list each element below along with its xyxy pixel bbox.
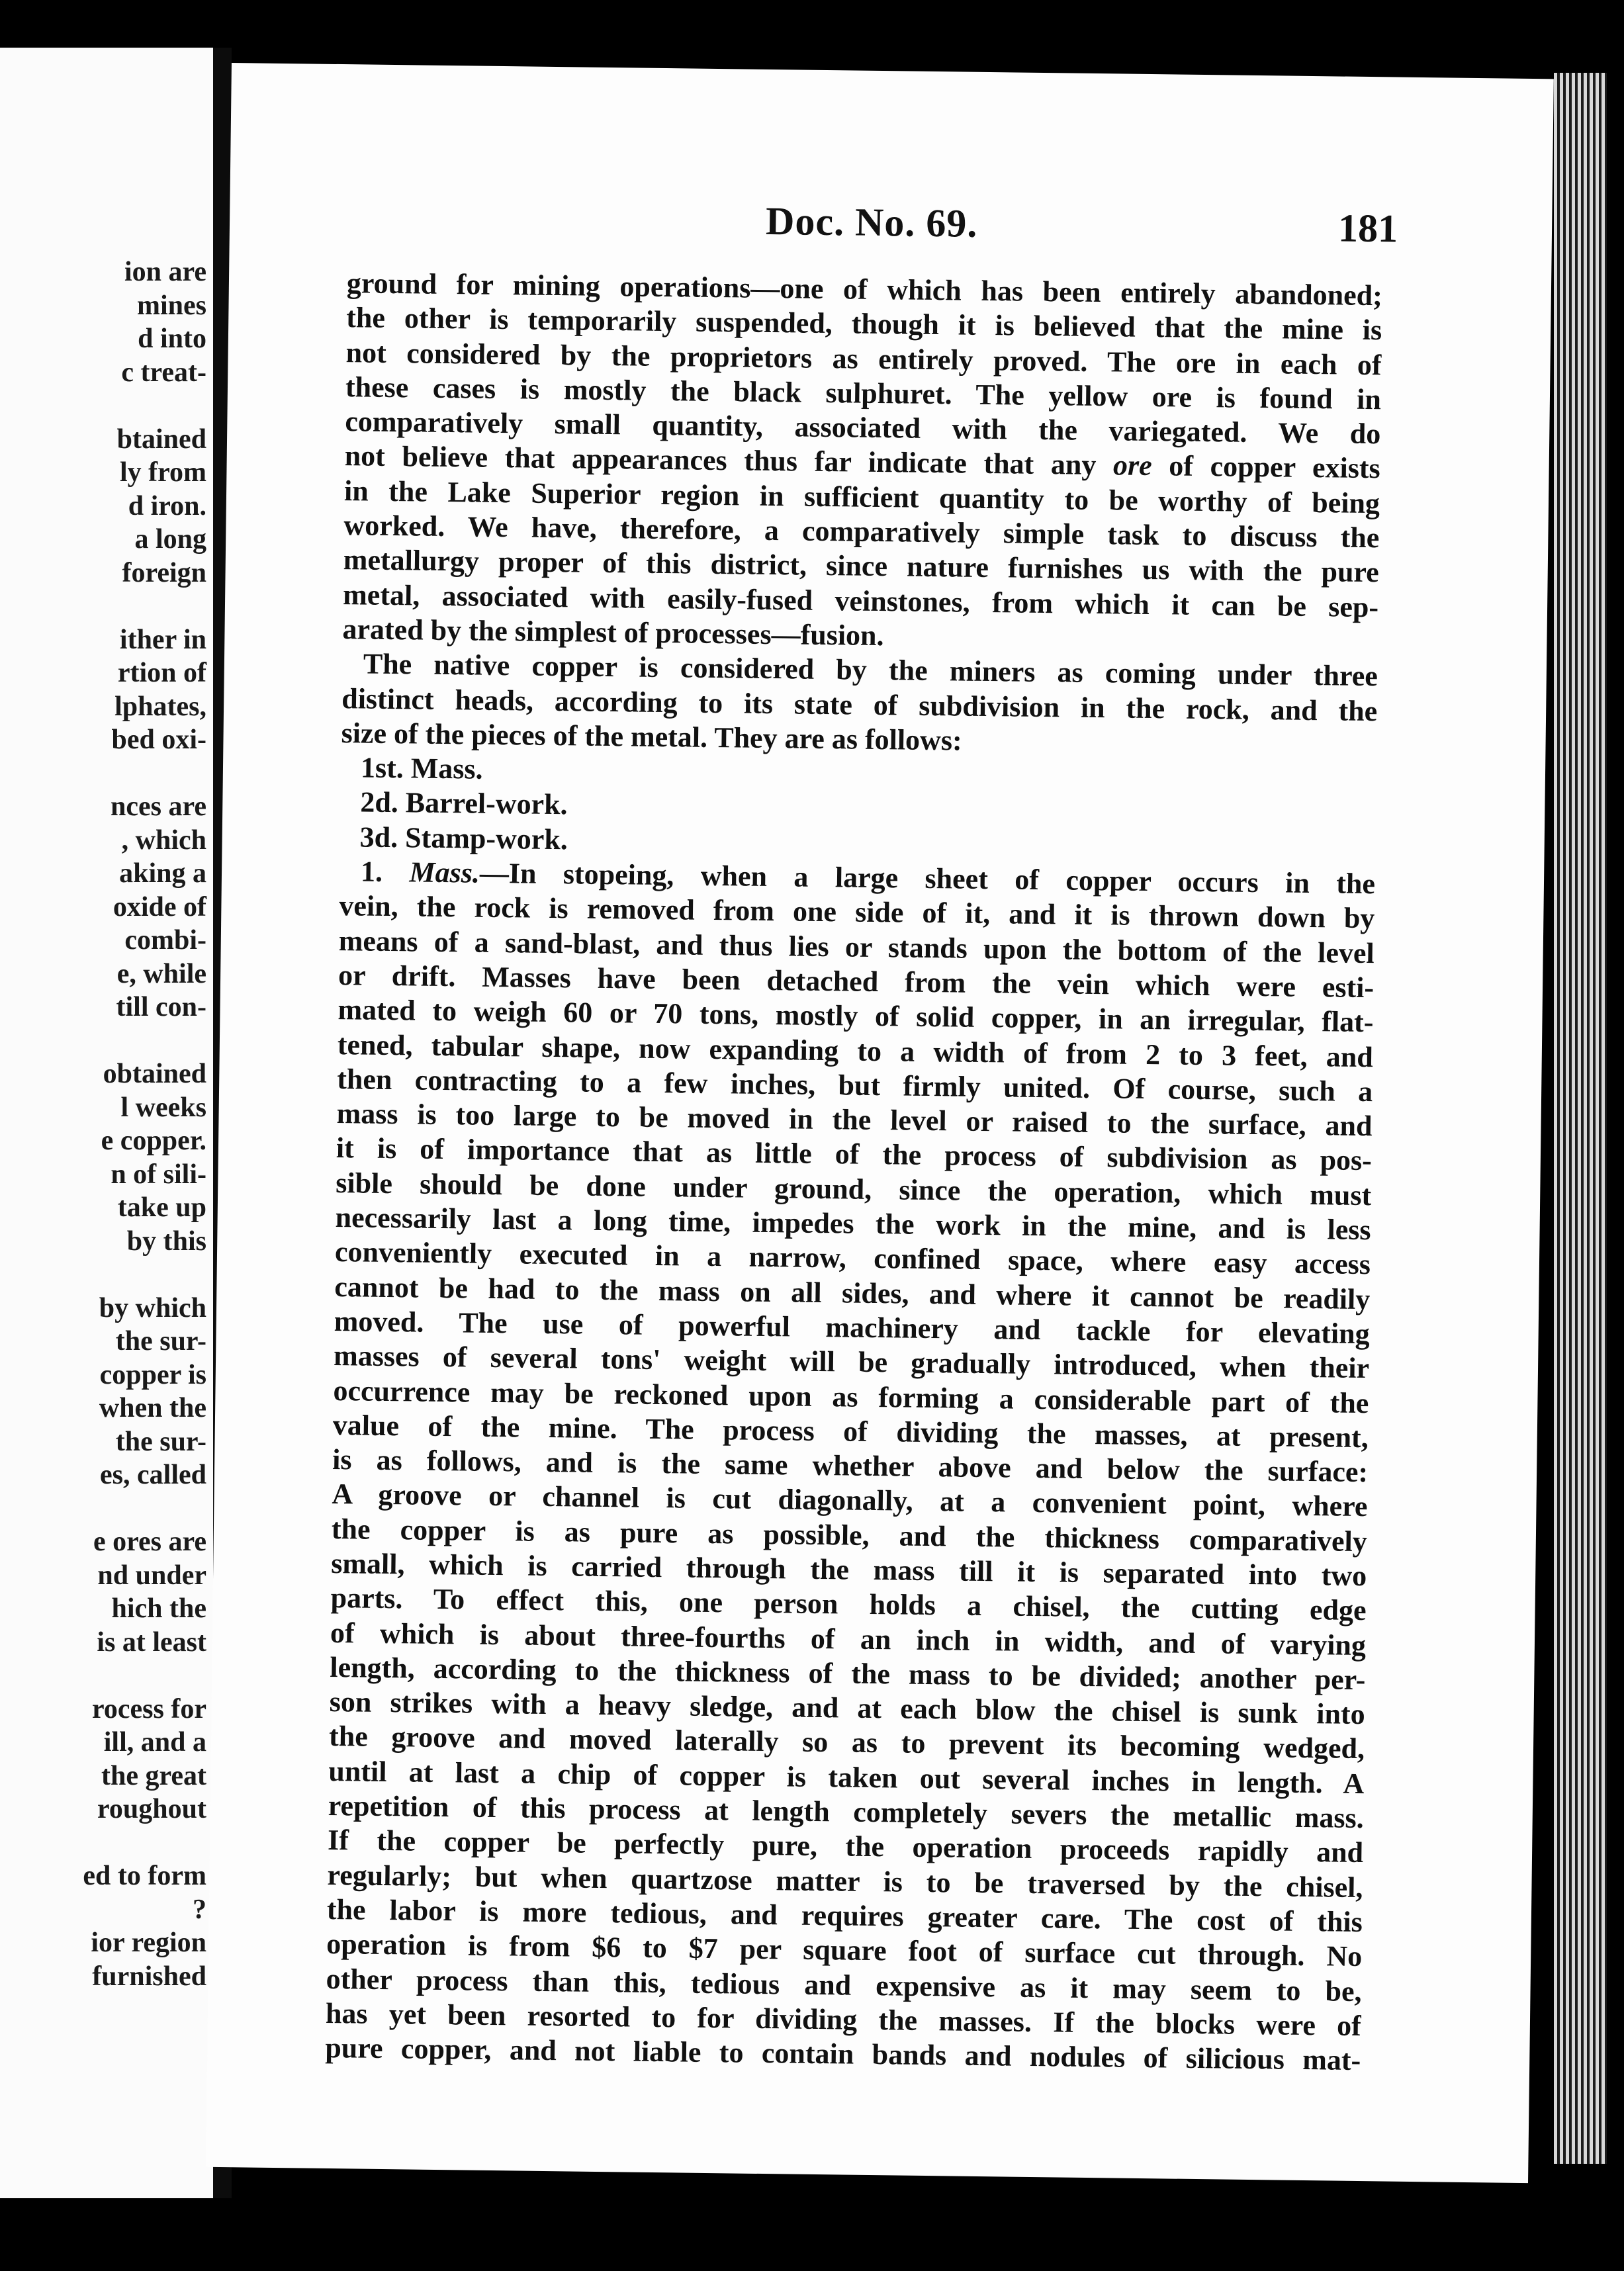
text-line: arated by the simplest of processes—fusion. <box>342 613 884 652</box>
left-page-fragment: roughout <box>97 1794 206 1824</box>
text-line: masses of several tons' weight will be gradually introduced, when their <box>333 1339 1370 1385</box>
text-line: A groove or channel is cut diagonally, at a convenient point, where <box>332 1478 1368 1523</box>
text-line: the other is temporarily suspended, though it is believed that the mine is <box>346 301 1382 347</box>
left-page-fragment: d iron. <box>128 490 206 521</box>
left-page-fragment: es, called <box>100 1460 206 1490</box>
left-page-fragment: combi- <box>124 925 206 956</box>
text-line: size of the pieces of the metal. They are as follows: <box>341 716 962 757</box>
text-line: son strikes with a heavy sledge, and at each blow the chisel is sunk into <box>329 1685 1365 1731</box>
body-text <box>325 266 1382 2078</box>
left-page-fragment: ly from <box>119 457 206 488</box>
text-line: length, according to the thickness of the mass to be divided; another per- <box>330 1650 1366 1696</box>
text-line: pure copper, and not liable to contain bands and nodules of silicious mat- <box>325 2031 1361 2077</box>
left-page-fragment: c treat- <box>121 357 206 388</box>
text-line: necessarily last a long time, impedes the work in the mine, and is less <box>335 1201 1371 1247</box>
text-line: parts. To effect this, one person holds a chisel, the cutting edge <box>330 1581 1367 1627</box>
text-line: vein, the rock is removed from one side of it, and it is thrown down by <box>339 889 1375 935</box>
document-page <box>206 63 1554 2183</box>
text-line: operation is from $6 to $7 per square foot of surface cut through. No <box>326 1928 1363 1973</box>
left-page-fragment: hich the <box>111 1593 206 1624</box>
text-line: in the Lake Superior region in sufficient quantity to be worthy of being <box>343 474 1380 520</box>
left-page-fragment: copper is <box>99 1359 206 1390</box>
left-page-fragment: ion are <box>124 257 206 287</box>
left-page-fragment: , which <box>121 824 206 856</box>
text-line: has yet been resorted to for dividing the masses. If the blocks were of <box>325 1996 1362 2042</box>
left-page-fragment: by this <box>126 1225 206 1257</box>
left-page-fragment: btained <box>116 423 206 455</box>
text-line: then contracting to a few inches, but firmly united. Of course, such a <box>336 1062 1373 1108</box>
left-page-fragment: l weeks <box>120 1092 206 1123</box>
left-page-fragment: ? <box>193 1894 206 1925</box>
text-line: until at last a chip of copper is taken out several inches in length. A <box>328 1754 1365 1800</box>
text-line: sible should be done under ground, since the operation, which must <box>336 1166 1372 1212</box>
page-edges <box>1554 73 1607 2164</box>
section-title: Mass. <box>409 856 480 889</box>
text-line: distinct heads, according to its state of subdivision in the rock, and the <box>341 682 1378 727</box>
previous-page <box>0 48 213 2198</box>
left-page-fragment: e copper. <box>101 1126 206 1156</box>
text-line: it is of importance that as little of the process of subdivision as pos- <box>336 1132 1373 1177</box>
text-line: ground for mining operations—one of which has been entirely abandoned; <box>346 267 1383 312</box>
list-item: 2d. Barrel-work. <box>360 785 568 821</box>
text-line: the groove and moved laterally so as to prevent its becoming wedged, <box>328 1720 1365 1765</box>
text-run: not believe that appearances thus far indicate that any <box>344 439 1097 482</box>
text-line: tened, tabular shape, now expanding to a width of from 2 to 3 feet, and <box>337 1028 1374 1073</box>
left-page-fragment: the great <box>101 1760 206 1791</box>
list-item: 3d. Stamp-work. <box>359 821 568 856</box>
text-line: regularly; but when quartzose matter is to be traversed by the chisel, <box>327 1858 1363 1904</box>
page-header <box>230 192 1553 261</box>
text-line: not considered by the proprietors as entirely proved. The ore in each of <box>345 335 1382 381</box>
page-number: 181 <box>1337 206 1398 251</box>
left-page-fragment: take up <box>117 1192 206 1223</box>
text-line: small, which is carried through the mass till it is separated into two <box>331 1546 1367 1593</box>
left-page-fragment: furnished <box>92 1961 206 1992</box>
left-page-fragment: bed oxi- <box>111 725 206 755</box>
text-line: conveniently executed in a narrow, confined space, where easy access <box>334 1235 1371 1281</box>
left-page-fragment: rtion of <box>117 658 206 688</box>
section-number: 1. <box>360 855 383 888</box>
left-page-fragment: obtained <box>103 1059 206 1089</box>
text-line: comparatively small quantity, associated with the variegated. We do <box>345 405 1381 451</box>
text-line: metal, associated with easily-fused veinstones, from which it can be sep- <box>342 578 1379 623</box>
left-page-fragment: nces are <box>110 791 206 822</box>
text-line: the copper is as pure as possible, and the thickness comparatively <box>331 1512 1368 1558</box>
left-page-fragment: foreign <box>122 557 206 588</box>
text-line: mass is too large to be moved in the level or raised to the surface, and <box>336 1097 1373 1143</box>
left-page-fragment: aking a <box>119 858 206 889</box>
left-page-fragment: e ores are <box>93 1527 206 1557</box>
text-run: —In stopeing, when a large sheet of copper occurs in the <box>479 856 1376 901</box>
left-page-fragment: e, while <box>116 958 206 989</box>
left-page-fragment: lphates, <box>114 691 206 722</box>
text-line: means of a sand-blast, and thus lies or stands upon the bottom of the level <box>338 924 1375 969</box>
text-line: occurrence may be reckoned upon as forming a considerable part of the <box>333 1374 1369 1419</box>
left-page-fragment: a long <box>134 524 206 555</box>
text-line: or drift. Masses have been detached from the vein which were esti- <box>338 959 1375 1004</box>
text-line: The native copper is considered by the miners as coming under three <box>363 647 1378 693</box>
left-page-fragment: till con- <box>116 992 206 1022</box>
running-head: Doc. No. 69. <box>765 199 978 245</box>
text-line: these cases is mostly the black sulphuret. The yellow ore is found in <box>345 371 1382 416</box>
text-line: repetition of this process at length completely severs the metallic mass. <box>328 1789 1365 1835</box>
left-page-fragment: mines <box>137 290 206 321</box>
left-page-fragment: d into <box>138 324 206 354</box>
text-line: is as follows, and is the same whether above and below the surface: <box>332 1443 1369 1489</box>
left-page-fragment: is at least <box>97 1626 206 1658</box>
text-line: other process than this, tedious and expensive as it may seem to be, <box>326 1962 1362 2008</box>
left-page-fragment: n of sili- <box>111 1159 206 1190</box>
left-page-fragment: by which <box>99 1292 206 1323</box>
text-line: If the copper be perfectly pure, the operation proceeds rapidly and <box>327 1824 1364 1869</box>
left-page-fragment: oxide of <box>113 891 206 922</box>
text-line: worked. We have, therefore, a comparatively simple task to discuss the <box>343 509 1380 555</box>
left-page-fragment: ior region <box>91 1928 206 1958</box>
left-page-fragment: the sur- <box>115 1326 206 1357</box>
left-page-fragment: rocess for <box>92 1693 206 1724</box>
text-line: the labor is more tedious, and requires greater care. The cost of this <box>326 1892 1363 1939</box>
left-page-fragment: the sur- <box>115 1426 206 1457</box>
text-line: mated to weigh 60 or 70 tons, mostly of solid copper, in an irregular, flat- <box>338 993 1374 1039</box>
list-item: 1st. Mass. <box>360 751 483 785</box>
left-page-fragment: nd under <box>97 1560 206 1591</box>
left-page-fragment: ed to form <box>83 1861 206 1891</box>
text-line: of which is about three-fourths of an inch in width, and of varying <box>330 1616 1367 1662</box>
text-line: metallurgy proper of this district, since nature furnishes us with the pure <box>343 543 1380 589</box>
text-line: moved. The use of powerful machinery and tackle for elevating <box>334 1304 1370 1351</box>
text-line: value of the mine. The process of dividing the masses, at present, <box>332 1408 1369 1454</box>
left-page-fragment: when the <box>99 1393 206 1423</box>
text-run: of copper exists <box>1169 449 1380 485</box>
emphasis: ore <box>1112 449 1152 482</box>
text-line: cannot be had to the mass on all sides, and where it cannot be readily <box>334 1270 1371 1315</box>
left-page-fragment: ill, and a <box>103 1727 206 1758</box>
left-page-fragment: ither in <box>119 624 206 655</box>
